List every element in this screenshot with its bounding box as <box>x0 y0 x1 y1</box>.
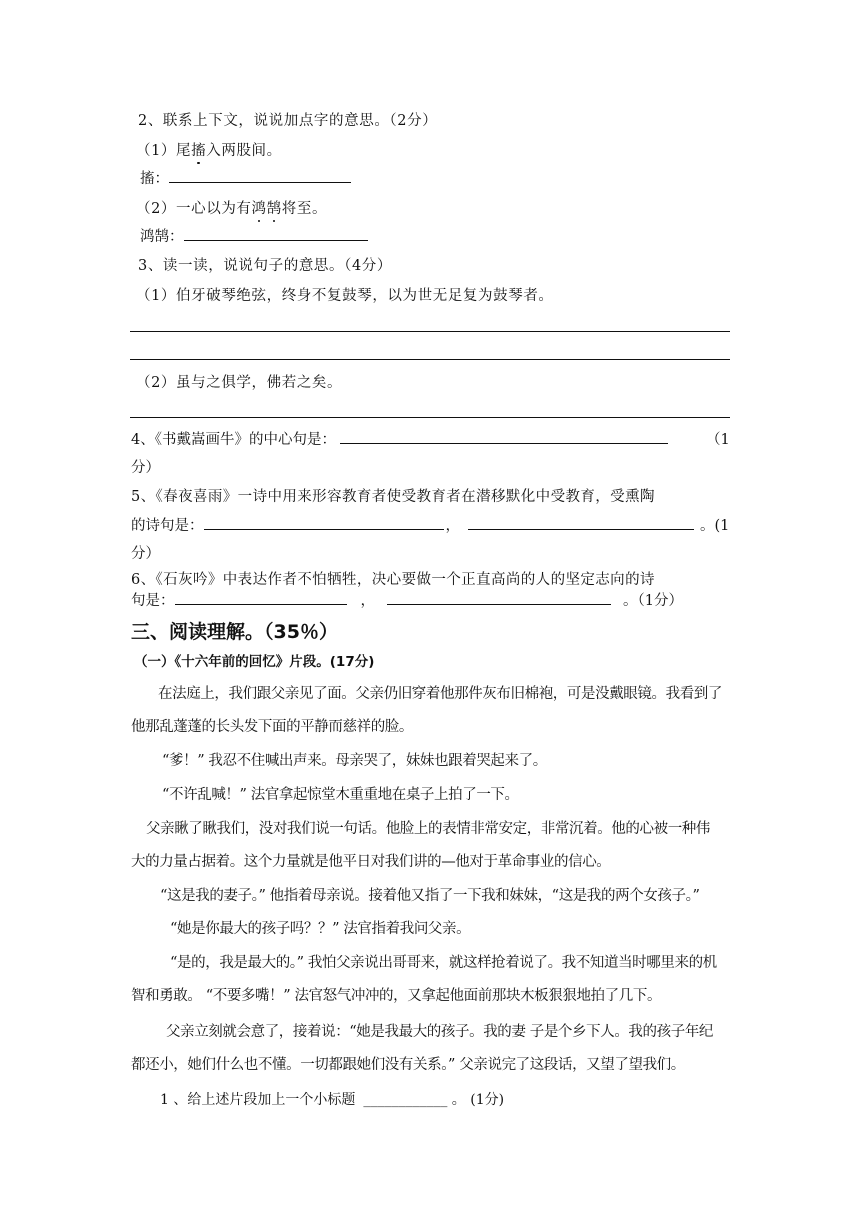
q5-blank1[interactable] <box>204 517 444 530</box>
q2-item1-dotted-char: 搐 <box>191 143 207 159</box>
sub-question-1-tail: 。 (1分) <box>447 1092 505 1108</box>
q2-item2-dotted-char2: 鹄 <box>266 201 282 217</box>
q4-score-b: 分） <box>131 460 160 476</box>
q2-answer2-blank[interactable] <box>184 228 368 241</box>
q3-answer-line-1[interactable] <box>130 331 730 332</box>
passage-line: 在法庭上，我们跟父亲见了面。父亲仍旧穿着他那件灰布旧棉袍，可是没戴眼镜。我看到了 <box>158 686 722 702</box>
q2-answer2 <box>140 228 368 246</box>
q3-title: 3、读一读，说说句子的意思。（4分） <box>138 258 392 274</box>
q6-line1: 6、《石灰吟》中表达作者不怕牺牲，决心要做一个正直高尚的人的坚定志向的诗 <box>131 572 655 588</box>
q2-item2 <box>136 200 327 218</box>
passage-line: “她是你最大的孩子吗？？” 法官指着我问父亲。 <box>170 921 471 937</box>
passage-title: （一）《十六年前的回忆》片段。(17分) <box>134 654 375 670</box>
q5-score-a: 。(1 <box>700 518 730 534</box>
q5-line2 <box>131 517 694 535</box>
q2-item1 <box>136 142 282 160</box>
section3-title: 三、阅读理解。（35％） <box>131 621 338 643</box>
q2-answer1 <box>140 170 351 188</box>
q6-blank1[interactable] <box>175 592 347 605</box>
q6-score: 。（1分） <box>623 593 683 609</box>
sub-question-1-text: 1 、给上述片段加上一个小标题 <box>160 1092 356 1108</box>
q2-item2-suffix: 将至。 <box>281 201 328 217</box>
q2-item1-suffix: 入两股间。 <box>206 143 282 159</box>
passage-line: “是的，我是最大的。” 我怕父亲说出哥哥来，就这样抢着说了。我不知道当时哪里来的机 <box>170 955 717 971</box>
passage-line: 大的力量占据着。这个力量就是他平日对我们讲的—他对于革命事业的信心。 <box>131 854 611 870</box>
sub-question-1-blank[interactable]: ____________ <box>363 1092 448 1108</box>
q3-item1: （1）伯牙破琴绝弦，终身不复鼓琴，以为世无足复为鼓琴者。 <box>136 288 554 304</box>
q5-comma: ， <box>445 518 460 534</box>
q2-answer1-label: 搐： <box>140 171 169 187</box>
sub-question-1 <box>160 1091 504 1109</box>
passage-line: 智和勇敢。 “不要多嘴！” 法官怒气冲冲的，又拿起他面前那块木板狠狠地拍了几下。 <box>131 988 662 1004</box>
passage-line: “不许乱喊！” 法官拿起惊堂木重重地在桌子上拍了一下。 <box>162 787 519 803</box>
q2-item2-prefix: （2）一心以为有 <box>136 201 252 217</box>
q2-answer1-blank[interactable] <box>169 170 351 183</box>
q2-title: 2、联系上下文，说说加点字的意思。（2分） <box>138 113 438 129</box>
q5-score-b: 分） <box>131 546 160 562</box>
q3-answer-line-2[interactable] <box>130 359 730 360</box>
q2-item2-dotted-char1: 鸿 <box>251 201 267 217</box>
q5-blank2[interactable] <box>468 517 694 530</box>
q6-comma: ， <box>360 593 375 609</box>
passage-line: “爹！” 我忍不住喊出声来。母亲哭了，妹妹也跟着哭起来了。 <box>162 753 547 769</box>
q2-answer2-label: 鸿鹄： <box>140 229 184 245</box>
q5-line1: 5、《春夜喜雨》一诗中用来形容教育者使受教育者在潜移默化中受教育，受熏陶 <box>131 489 655 505</box>
q4-text: 4、《书戴嵩画牛》的中心句是： <box>131 432 336 448</box>
q6-line2-prefix: 句是： <box>131 593 175 609</box>
q3-item2: （2）虽与之俱学，佛若之矣。 <box>136 375 343 391</box>
passage-line: 父亲立刻就会意了，接着说：“她是我最大的孩子。我的妻 子是个乡下人。我的孩子年纪 <box>166 1024 714 1040</box>
q4-line <box>131 431 668 449</box>
q2-item1-prefix: （1）尾 <box>136 143 192 159</box>
q6-blank2[interactable] <box>387 592 611 605</box>
passage-line: “这是我的妻子。” 他指着母亲说。接着他又指了一下我和妹妹，“这是我的两个女孩子。” <box>160 888 700 904</box>
q3-answer-line-3[interactable] <box>130 417 730 418</box>
passage-line: 他那乱蓬蓬的长头发下面的平静而慈祥的脸。 <box>131 719 413 735</box>
q6-line2 <box>131 592 683 610</box>
q4-blank[interactable] <box>340 431 668 444</box>
passage-line: 父亲瞅了瞅我们，没对我们说一句话。他脸上的表情非常安定，非常沉着。他的心被一种伟 <box>146 821 710 837</box>
q5-line2-prefix: 的诗句是： <box>131 518 204 534</box>
q4-score-a: （1 <box>706 432 730 448</box>
passage-line: 都还小，她们什么也不懂。一切都跟她们没有关系。” 父亲说完了这段话，又望了望我们。 <box>131 1057 685 1073</box>
